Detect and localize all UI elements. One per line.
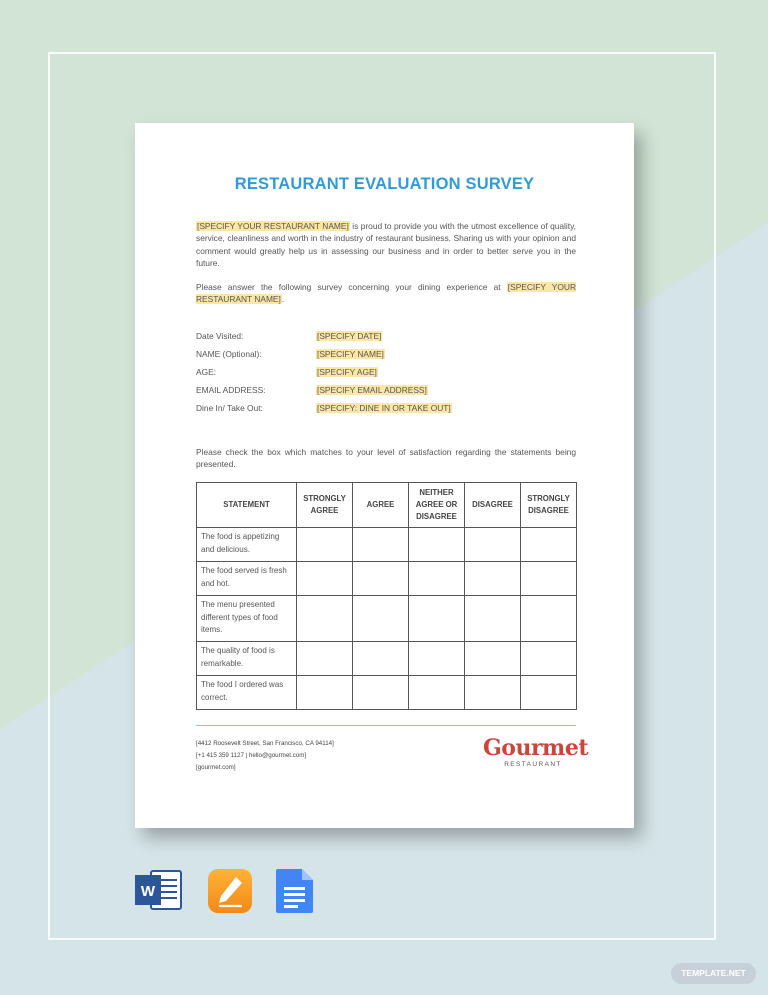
statement-cell: The food is appetizing and delicious. (197, 528, 297, 562)
age-label: AGE: (196, 367, 217, 377)
statement-cell: The food I ordered was correct. (197, 676, 297, 710)
table-row (197, 596, 577, 642)
rating-checkbox[interactable] (297, 562, 353, 596)
age-value: [SPECIFY AGE] (317, 367, 377, 377)
statement-cell: The menu presented different types of food items. (197, 596, 297, 642)
rating-checkbox[interactable] (521, 596, 577, 642)
rating-checkbox[interactable] (409, 676, 465, 710)
rating-checkbox[interactable] (297, 596, 353, 642)
rating-checkbox[interactable] (353, 642, 409, 676)
logo-subtitle: RESTAURANT (504, 761, 562, 768)
survey-table (196, 482, 577, 710)
rating-checkbox[interactable] (465, 596, 521, 642)
rating-checkbox[interactable] (521, 676, 577, 710)
rating-checkbox[interactable] (465, 562, 521, 596)
footer-divider (196, 725, 576, 726)
rating-checkbox[interactable] (409, 596, 465, 642)
intro-paragraph: [SPECIFY YOUR RESTAURANT NAME] is proud to provide you with the utmost excellence of quality, service, cleanliness and worth in the industry of restaurant business. Sharing us with your opinion and comment would greatly help us in assessing our business and in order to better serve you in the future. (196, 221, 576, 269)
date-visited-value: [SPECIFY DATE] (317, 331, 382, 341)
column-header: DISAGREE (465, 483, 521, 528)
name-label: NAME (Optional): (196, 349, 262, 359)
rating-checkbox[interactable] (353, 596, 409, 642)
table-row (197, 676, 577, 710)
logo-name: Gourmet (483, 735, 588, 761)
footer-contact: [+1 415 359 1127 | hello@gourmet.com] (196, 752, 307, 759)
instruction-paragraph: Please answer the following survey concerning your dining experience at [SPECIFY YOUR RESTAURANT NAME]. (196, 282, 577, 305)
word-icon[interactable] (135, 868, 183, 912)
table-row (197, 562, 577, 596)
pages-icon[interactable] (207, 868, 253, 914)
rating-checkbox[interactable] (521, 528, 577, 562)
rating-checkbox[interactable] (409, 642, 465, 676)
document-title: RESTAURANT EVALUATION SURVEY (234, 175, 535, 193)
dine-option-value: [SPECIFY: DINE IN OR TAKE OUT] (317, 403, 451, 413)
name-value: [SPECIFY NAME] (317, 349, 384, 359)
rating-checkbox[interactable] (465, 642, 521, 676)
rating-checkbox[interactable] (521, 642, 577, 676)
table-header-row (197, 483, 577, 528)
statement-cell: The food served is fresh and hot. (197, 562, 297, 596)
email-value: [SPECIFY EMAIL ADDRESS] (317, 385, 427, 395)
table-row (197, 528, 577, 562)
table-row (197, 642, 577, 676)
rating-checkbox[interactable] (465, 676, 521, 710)
rating-checkbox[interactable] (297, 642, 353, 676)
rating-checkbox[interactable] (353, 562, 409, 596)
google-docs-icon[interactable] (275, 868, 315, 914)
rating-checkbox[interactable] (409, 562, 465, 596)
rating-checkbox[interactable] (409, 528, 465, 562)
column-header: AGREE (353, 483, 409, 528)
rating-checkbox[interactable] (297, 676, 353, 710)
table-instruction: Please check the box which matches to your level of satisfaction regarding the statements being presented. (196, 447, 576, 470)
restaurant-name-placeholder: [SPECIFY YOUR RESTAURANT NAME] (197, 221, 349, 231)
column-header: NEITHER AGREE OR DISAGREE (409, 483, 465, 528)
column-header: STATEMENT (197, 483, 297, 528)
template-net-badge[interactable]: TEMPLATE.NET (671, 963, 756, 984)
gourmet-logo (483, 735, 588, 768)
column-header: STRONGLY DISAGREE (521, 483, 577, 528)
date-visited-label: Date Visited: (196, 331, 244, 341)
column-header: STRONGLY AGREE (297, 483, 353, 528)
restaurant-name-placeholder: [SPECIFY YOUR RESTAURANT NAME] (196, 282, 577, 305)
svg-text:W: W (140, 883, 156, 900)
rating-checkbox[interactable] (353, 676, 409, 710)
statement-cell: The quality of food is remarkable. (197, 642, 297, 676)
rating-checkbox[interactable] (297, 528, 353, 562)
rating-checkbox[interactable] (521, 562, 577, 596)
rating-checkbox[interactable] (353, 528, 409, 562)
email-label: EMAIL ADDRESS: (196, 385, 266, 395)
document-page (135, 123, 634, 828)
rating-checkbox[interactable] (465, 528, 521, 562)
dine-option-label: Dine In/ Take Out: (196, 403, 263, 413)
footer-website: [gourmet.com] (196, 764, 236, 771)
footer-address: [4412 Roosevelt Street, San Francisco, CA 94114] (196, 740, 334, 747)
